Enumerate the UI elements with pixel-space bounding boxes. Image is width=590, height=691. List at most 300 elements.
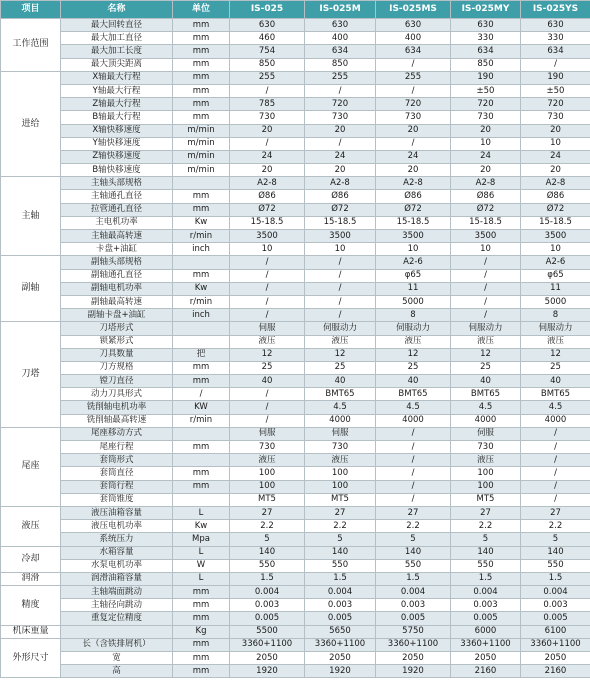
spec-name-cell: 最大顶尖距离 (61, 58, 173, 71)
unit-cell: Kw (173, 216, 230, 229)
unit-cell: mm (173, 586, 230, 599)
value-cell: 140 (230, 546, 305, 559)
value-cell: 2050 (376, 652, 451, 665)
table-row (1, 348, 590, 361)
value-cell: 24 (305, 150, 376, 163)
value-cell: 1.5 (521, 572, 590, 585)
table-row (1, 414, 590, 427)
value-cell: A2-8 (305, 177, 376, 190)
value-cell: 3360+1100 (230, 638, 305, 651)
value-cell: 0.004 (451, 586, 521, 599)
value-cell: 720 (451, 98, 521, 111)
value-cell: 720 (376, 98, 451, 111)
value-cell: 12 (451, 348, 521, 361)
table-row (1, 572, 590, 585)
value-cell: / (451, 269, 521, 282)
value-cell: 12 (230, 348, 305, 361)
value-cell: 10 (376, 243, 451, 256)
value-cell: 20 (230, 124, 305, 137)
value-cell: 15-18.5 (305, 216, 376, 229)
header-cell-model: IS-025YS (521, 1, 590, 19)
unit-cell: mm (173, 84, 230, 97)
value-cell: 27 (376, 506, 451, 519)
value-cell: 15-18.5 (376, 216, 451, 229)
value-cell: / (305, 84, 376, 97)
value-cell: 伺服动力 (451, 322, 521, 335)
value-cell: 630 (305, 19, 376, 32)
table-row (1, 203, 590, 216)
unit-cell: mm (173, 111, 230, 124)
group-label: 主轴 (1, 177, 61, 256)
spec-name-cell: 尾座行程 (61, 441, 173, 454)
value-cell: 0.003 (521, 599, 590, 612)
value-cell: 730 (230, 111, 305, 124)
spec-name-cell: Z轴快移速度 (61, 150, 173, 163)
value-cell: / (376, 480, 451, 493)
header-row (1, 1, 590, 19)
value-cell: / (521, 427, 590, 440)
table-row (1, 546, 590, 559)
unit-cell: r/min (173, 295, 230, 308)
value-cell: MT5 (305, 493, 376, 506)
value-cell: 330 (451, 32, 521, 45)
value-cell: 4000 (376, 414, 451, 427)
value-cell: 3500 (521, 230, 590, 243)
value-cell: 1.5 (451, 572, 521, 585)
unit-cell: W (173, 559, 230, 572)
value-cell: 2050 (451, 652, 521, 665)
unit-cell: mm (173, 441, 230, 454)
table-row (1, 45, 590, 58)
value-cell: 15-18.5 (230, 216, 305, 229)
unit-cell: 把 (173, 348, 230, 361)
value-cell: / (376, 58, 451, 71)
spec-name-cell: B轴最大行程 (61, 111, 173, 124)
value-cell: Ø72 (521, 203, 590, 216)
value-cell: 15-18.5 (521, 216, 590, 229)
table-row (1, 58, 590, 71)
value-cell: 24 (376, 150, 451, 163)
unit-cell: mm (173, 361, 230, 374)
spec-name-cell: 水泵电机功率 (61, 559, 173, 572)
value-cell: / (305, 295, 376, 308)
value-cell: 液压 (305, 454, 376, 467)
value-cell: 630 (521, 19, 590, 32)
table-row (1, 230, 590, 243)
value-cell: / (521, 58, 590, 71)
value-cell: 400 (376, 32, 451, 45)
table-row (1, 111, 590, 124)
unit-cell: mm (173, 599, 230, 612)
group-label: 尾座 (1, 427, 61, 506)
table-row (1, 441, 590, 454)
table-row (1, 124, 590, 137)
spec-name-cell: 刀方规格 (61, 361, 173, 374)
value-cell: 1920 (305, 665, 376, 678)
value-cell: 0.005 (230, 612, 305, 625)
value-cell: φ65 (521, 269, 590, 282)
unit-cell: mm (173, 71, 230, 84)
value-cell: / (376, 84, 451, 97)
value-cell: 27 (451, 506, 521, 519)
value-cell: 20 (376, 124, 451, 137)
table-row (1, 282, 590, 295)
spec-name-cell: 副轴头部规格 (61, 256, 173, 269)
value-cell: 3360+1100 (521, 638, 590, 651)
value-cell: / (305, 269, 376, 282)
value-cell: / (521, 441, 590, 454)
spec-name-cell: B轴快移速度 (61, 164, 173, 177)
value-cell: 伺服 (451, 427, 521, 440)
header-cell-model: IS-025MY (451, 1, 521, 19)
value-cell: 5 (451, 533, 521, 546)
value-cell: 25 (305, 361, 376, 374)
value-cell: 330 (521, 32, 590, 45)
unit-cell (173, 493, 230, 506)
value-cell: A2-8 (521, 177, 590, 190)
table-row (1, 493, 590, 506)
table-row (1, 559, 590, 572)
value-cell: 5 (376, 533, 451, 546)
table-row (1, 652, 590, 665)
value-cell: 634 (305, 45, 376, 58)
value-cell: 5 (230, 533, 305, 546)
spec-name-cell: 重复定位精度 (61, 612, 173, 625)
value-cell: 8 (521, 309, 590, 322)
value-cell: Ø72 (305, 203, 376, 216)
value-cell: 100 (230, 467, 305, 480)
spec-name-cell: X轴最大行程 (61, 71, 173, 84)
spec-name-cell: 动力刀具形式 (61, 388, 173, 401)
table-row (1, 599, 590, 612)
value-cell: 730 (376, 111, 451, 124)
table-row (1, 322, 590, 335)
unit-cell: mm (173, 612, 230, 625)
value-cell: 634 (451, 45, 521, 58)
group-label: 进给 (1, 71, 61, 177)
value-cell: 3500 (376, 230, 451, 243)
value-cell: 液压 (451, 454, 521, 467)
value-cell: 20 (305, 124, 376, 137)
value-cell: 40 (230, 375, 305, 388)
value-cell: 24 (521, 150, 590, 163)
value-cell: 40 (451, 375, 521, 388)
value-cell: φ65 (376, 269, 451, 282)
value-cell: 100 (451, 467, 521, 480)
value-cell: / (305, 256, 376, 269)
value-cell: 550 (376, 559, 451, 572)
spec-name-cell: 锁紧形式 (61, 335, 173, 348)
table-row (1, 586, 590, 599)
value-cell: 3360+1100 (305, 638, 376, 651)
spec-name-cell: Y轴快移速度 (61, 137, 173, 150)
value-cell: 12 (376, 348, 451, 361)
unit-cell: Kw (173, 282, 230, 295)
group-label: 副轴 (1, 256, 61, 322)
table-row (1, 612, 590, 625)
value-cell: 液压 (451, 335, 521, 348)
table-row (1, 164, 590, 177)
value-cell: 2.2 (230, 520, 305, 533)
value-cell: Ø86 (451, 190, 521, 203)
value-cell: / (305, 309, 376, 322)
spec-name-cell: 镗刀直径 (61, 375, 173, 388)
value-cell: 0.005 (376, 612, 451, 625)
value-cell: 25 (230, 361, 305, 374)
unit-cell: mm (173, 98, 230, 111)
unit-cell: mm (173, 58, 230, 71)
table-row (1, 309, 590, 322)
value-cell: / (521, 493, 590, 506)
spec-name-cell: 副轴卡盘+油缸 (61, 309, 173, 322)
value-cell: / (376, 427, 451, 440)
value-cell: 1.5 (230, 572, 305, 585)
spec-name-cell: 液压油箱容量 (61, 506, 173, 519)
value-cell: 100 (305, 467, 376, 480)
unit-cell: Mpa (173, 533, 230, 546)
unit-cell: mm (173, 19, 230, 32)
value-cell: 27 (230, 506, 305, 519)
unit-cell: inch (173, 309, 230, 322)
value-cell: MT5 (230, 493, 305, 506)
value-cell: 550 (451, 559, 521, 572)
value-cell: 0.005 (305, 612, 376, 625)
table-row (1, 454, 590, 467)
table-row (1, 71, 590, 84)
unit-cell (173, 322, 230, 335)
spec-name-cell: 水箱容量 (61, 546, 173, 559)
spec-name-cell: 最大加工直径 (61, 32, 173, 45)
header-cell-model: IS-025 (230, 1, 305, 19)
spec-name-cell: 铣削轴最高转速 (61, 414, 173, 427)
value-cell: 25 (376, 361, 451, 374)
value-cell: 2050 (305, 652, 376, 665)
spec-name-cell: 最大回转直径 (61, 19, 173, 32)
value-cell: 4000 (451, 414, 521, 427)
value-cell: 100 (451, 480, 521, 493)
spec-name-cell: Y轴最大行程 (61, 84, 173, 97)
value-cell: 5000 (521, 295, 590, 308)
spec-table-body (1, 19, 590, 678)
value-cell: Ø72 (451, 203, 521, 216)
value-cell: A2-6 (521, 256, 590, 269)
value-cell: 液压 (521, 335, 590, 348)
spec-name-cell: 套筒行程 (61, 480, 173, 493)
group-label: 工作范围 (1, 19, 61, 72)
value-cell: 0.003 (230, 599, 305, 612)
unit-cell (173, 256, 230, 269)
value-cell: 2050 (521, 652, 590, 665)
value-cell: 2.2 (376, 520, 451, 533)
unit-cell: Kg (173, 625, 230, 638)
value-cell: BMT65 (521, 388, 590, 401)
value-cell: 255 (305, 71, 376, 84)
value-cell: 11 (376, 282, 451, 295)
value-cell: 伺服动力 (305, 322, 376, 335)
value-cell: 4.5 (305, 401, 376, 414)
spec-name-cell: 主电机功率 (61, 216, 173, 229)
value-cell: 12 (305, 348, 376, 361)
table-row (1, 256, 590, 269)
value-cell: 6000 (451, 625, 521, 638)
value-cell: 0.003 (376, 599, 451, 612)
spec-name-cell: 系统压力 (61, 533, 173, 546)
value-cell: 730 (451, 111, 521, 124)
value-cell: 2160 (521, 665, 590, 678)
value-cell: ±50 (451, 84, 521, 97)
value-cell: 255 (230, 71, 305, 84)
header-cell-item: 项目 (1, 1, 61, 19)
table-row (1, 533, 590, 546)
value-cell: 0.004 (376, 586, 451, 599)
unit-cell: mm (173, 480, 230, 493)
value-cell: 15-18.5 (451, 216, 521, 229)
value-cell: 40 (305, 375, 376, 388)
unit-cell: KW (173, 401, 230, 414)
value-cell: 液压 (230, 454, 305, 467)
spec-name-cell: 最大加工长度 (61, 45, 173, 58)
value-cell: 伺服 (230, 427, 305, 440)
spec-name-cell: 主轴最高转速 (61, 230, 173, 243)
value-cell: 730 (521, 111, 590, 124)
unit-cell: mm (173, 375, 230, 388)
value-cell: 4.5 (376, 401, 451, 414)
header-cell-name: 名称 (61, 1, 173, 19)
table-row (1, 98, 590, 111)
group-label: 精度 (1, 586, 61, 626)
value-cell: 100 (305, 480, 376, 493)
group-label: 机床重量 (1, 625, 61, 638)
value-cell: 5650 (305, 625, 376, 638)
unit-cell: mm (173, 203, 230, 216)
spec-name-cell: 主轴头部规格 (61, 177, 173, 190)
value-cell: 0.004 (521, 586, 590, 599)
value-cell: BMT65 (305, 388, 376, 401)
value-cell: 11 (521, 282, 590, 295)
value-cell: / (521, 467, 590, 480)
value-cell: / (230, 309, 305, 322)
value-cell: 140 (451, 546, 521, 559)
value-cell: 5500 (230, 625, 305, 638)
value-cell: 8 (376, 309, 451, 322)
value-cell: 10 (305, 243, 376, 256)
value-cell: 2050 (230, 652, 305, 665)
value-cell: / (376, 137, 451, 150)
value-cell: / (451, 295, 521, 308)
spec-name-cell: 长（含铁排屑机） (61, 638, 173, 651)
value-cell: ±50 (521, 84, 590, 97)
spec-name-cell: 宽 (61, 652, 173, 665)
value-cell: A2-8 (451, 177, 521, 190)
value-cell: 630 (451, 19, 521, 32)
value-cell: / (451, 282, 521, 295)
value-cell: 1.5 (305, 572, 376, 585)
value-cell: 140 (305, 546, 376, 559)
value-cell: / (376, 493, 451, 506)
value-cell: 400 (305, 32, 376, 45)
value-cell: 190 (451, 71, 521, 84)
table-row (1, 19, 590, 32)
value-cell: Ø86 (376, 190, 451, 203)
unit-cell: m/min (173, 150, 230, 163)
value-cell: 140 (376, 546, 451, 559)
value-cell: 24 (451, 150, 521, 163)
value-cell: 550 (230, 559, 305, 572)
table-row (1, 520, 590, 533)
group-label: 冷却 (1, 546, 61, 572)
value-cell: BMT65 (451, 388, 521, 401)
value-cell: 伺服动力 (521, 322, 590, 335)
value-cell: 0.005 (521, 612, 590, 625)
value-cell: 20 (521, 124, 590, 137)
table-row (1, 335, 590, 348)
unit-cell: mm (173, 467, 230, 480)
value-cell: 720 (521, 98, 590, 111)
value-cell: 720 (305, 98, 376, 111)
spec-name-cell: 高 (61, 665, 173, 678)
spec-name-cell: 铣削轴电机功率 (61, 401, 173, 414)
unit-cell: m/min (173, 137, 230, 150)
table-row (1, 625, 590, 638)
value-cell: 5 (521, 533, 590, 546)
unit-cell: inch (173, 243, 230, 256)
value-cell: 12 (521, 348, 590, 361)
value-cell: 0.004 (305, 586, 376, 599)
unit-cell (173, 427, 230, 440)
value-cell: / (521, 454, 590, 467)
value-cell: 730 (230, 441, 305, 454)
value-cell: 3500 (305, 230, 376, 243)
value-cell: / (376, 441, 451, 454)
value-cell: A2-6 (376, 256, 451, 269)
spec-name-cell: 液压电机功率 (61, 520, 173, 533)
value-cell: 0.003 (451, 599, 521, 612)
spec-name-cell: X轴快移速度 (61, 124, 173, 137)
value-cell: 6100 (521, 625, 590, 638)
value-cell: Ø86 (521, 190, 590, 203)
value-cell: 850 (230, 58, 305, 71)
unit-cell: mm (173, 190, 230, 203)
value-cell: 550 (305, 559, 376, 572)
value-cell: 10 (230, 243, 305, 256)
value-cell: / (451, 256, 521, 269)
table-row (1, 177, 590, 190)
value-cell: / (230, 137, 305, 150)
unit-cell: mm (173, 45, 230, 58)
value-cell: 4.5 (521, 401, 590, 414)
value-cell: 27 (305, 506, 376, 519)
spec-name-cell: 套筒锥度 (61, 493, 173, 506)
value-cell: 550 (521, 559, 590, 572)
unit-cell (173, 335, 230, 348)
unit-cell: mm (173, 269, 230, 282)
spec-name-cell: 主轴径向跳动 (61, 599, 173, 612)
unit-cell: r/min (173, 230, 230, 243)
value-cell: / (230, 84, 305, 97)
value-cell: Ø72 (376, 203, 451, 216)
value-cell: 785 (230, 98, 305, 111)
value-cell: 伺服 (230, 322, 305, 335)
value-cell: / (230, 388, 305, 401)
table-row (1, 638, 590, 651)
value-cell: 10 (521, 137, 590, 150)
value-cell: / (230, 282, 305, 295)
value-cell: Ø86 (305, 190, 376, 203)
table-row (1, 269, 590, 282)
value-cell: 3360+1100 (376, 638, 451, 651)
value-cell: 4000 (521, 414, 590, 427)
value-cell: / (376, 454, 451, 467)
